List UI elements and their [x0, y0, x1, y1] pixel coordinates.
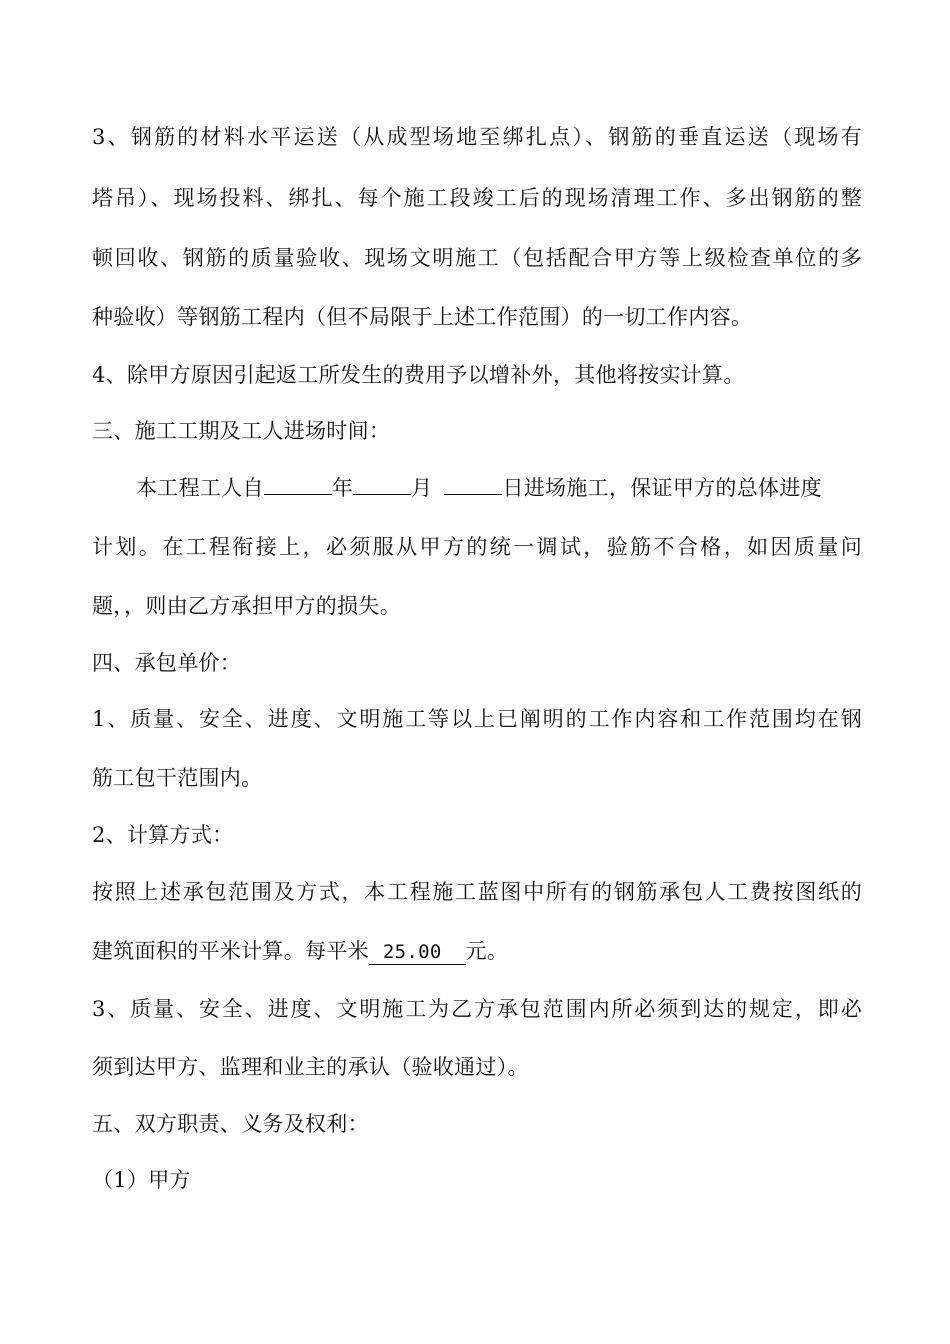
list-item: 2、计算方式：: [92, 823, 234, 847]
price-prefix: 建筑面积的平米计算。每平米: [92, 939, 369, 963]
price-line: [92, 936, 862, 966]
day-blank: [444, 472, 502, 495]
month-blank: [353, 472, 411, 495]
paragraph-line: 按照上述承包范围及方式，本工程施工蓝图中所有的钢筋承包人工费按图纸的: [92, 880, 862, 904]
year-label: 年: [331, 476, 354, 500]
year-blank: [264, 472, 332, 495]
paragraph-line: 种验收）等钢筋工程内（但不局限于上述工作范围）的一切工作内容。: [92, 305, 753, 329]
paragraph-line: 顿回收、钢筋的质量验收、现场文明施工（包括配合甲方等上级检查单位的多: [92, 246, 862, 270]
paragraph-line: 3、钢筋的材料水平运送（从成型场地至绑扎点）、钢筋的垂直运送（现场有: [92, 125, 862, 149]
paragraph-line: 筋工包干范围内。: [92, 766, 263, 790]
paragraph-line: 1、质量、安全、进度、文明施工等以上已阐明的工作内容和工作范围均在钢: [92, 707, 862, 731]
paragraph-line: 题，，则由乙方承担甲方的损失。: [92, 594, 401, 618]
paragraph-line: 须到达甲方、监理和业主的承认（验收通过）。: [92, 1055, 529, 1079]
schedule-line: [136, 472, 862, 503]
paragraph-line: 计划。在工程衔接上，必须服从甲方的统一调试，验筋不合格，如因质量问: [92, 535, 862, 559]
paragraph-line: 3、质量、安全、进度、文明施工为乙方承包范围内所必须到达的规定，即必: [92, 997, 862, 1021]
sub-heading: （1）甲方: [92, 1168, 191, 1192]
section-heading: 五、双方职责、义务及权利：: [92, 1112, 369, 1136]
section-heading: 四、承包单价：: [92, 651, 242, 675]
paragraph-line: 塔吊）、现场投料、绑扎、每个施工段竣工后的现场清理工作、多出钢筋的整: [92, 186, 862, 210]
schedule-prefix: 本工程工人自: [136, 476, 264, 500]
schedule-suffix: 日进场施工，保证甲方的总体进度: [502, 476, 822, 500]
section-heading: 三、施工工期及工人进场时间：: [92, 419, 391, 443]
list-item: 4、除甲方原因引起返工所发生的费用予以增补外，其他将按实计算。: [92, 363, 745, 387]
price-value: 25.00: [369, 940, 466, 965]
month-label: 月: [411, 476, 433, 500]
price-suffix: 元。: [465, 939, 509, 963]
